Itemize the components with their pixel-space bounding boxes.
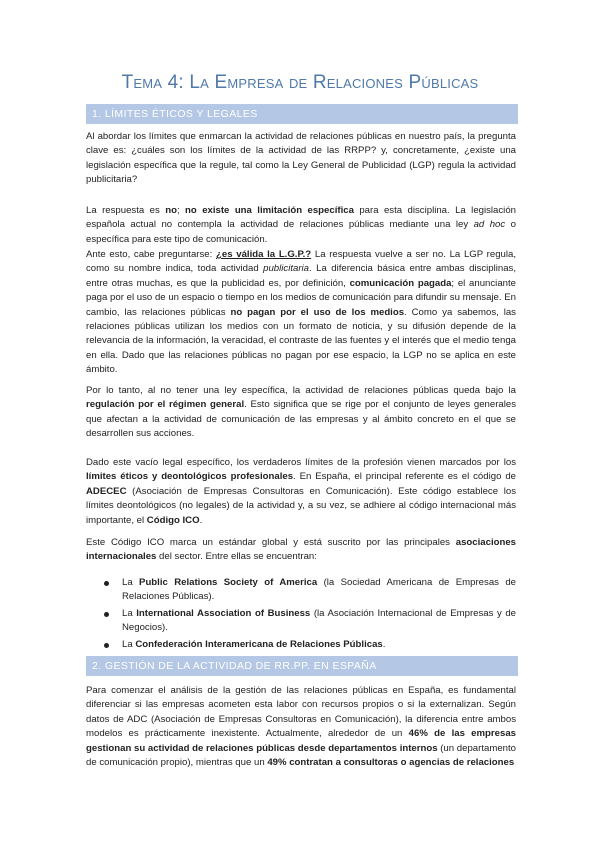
section-header-limites: 1. LÍMITES ÉTICOS Y LEGALES [86, 104, 518, 124]
section-header-gestion: 2. GESTIÓN DE LA ACTIVIDAD DE RR.PP. EN ESPAÑA [86, 656, 518, 676]
bullet-dot-icon [104, 581, 109, 586]
list-item: La Public Relations Society of America (la Sociedad Americana de Empresas de Relaciones Públicas). [86, 576, 516, 605]
associations-list [86, 576, 516, 654]
paragraph-lgp: Ante esto, cabe preguntarse: ¿es válida la L.G.P.? La respuesta vuelve a ser no. La LGP regula, como su nombre indica, toda actividad publicitaria. La diferencia básica entre ambas disciplinas, entre otras muchas, es que la publicidad es, por definición, comunicación pagada; el anunciante paga por el uso de un espacio o tiempo en los medios de comunicación para difundir su mensaje. En cambio, las relaciones públicas no pagan por el uso de los medios. Como ya sabemos, las relaciones públicas utilizan los medios con un formato de noticia, y su difusión depende de la relevancia de la información, la veracidad, el contraste de las fuentes y el interés que el medio tenga en ella. Dado que las relaciones públicas no pagan por ese espacio, la LGP no se aplica en este ámbito. [86, 249, 516, 376]
bullet-dot-icon [104, 643, 109, 648]
paragraph-limites-eticos: Dado este vacío legal específico, los verdaderos límites de la profesión vienen marcados por los límites éticos y deontológicos profesionales. En España, el principal referente es el código de ADECEC (Asociación de Empresas Consultoras en Comunicación). Este código establece los límites deontológicos (no legales) de la actividad y, a su vez, se adhiere al código internacional más importante, el Código ICO. [86, 457, 516, 526]
paragraph-regimen-general: Por lo tanto, al no tener una ley específica, la actividad de relaciones públicas queda bajo la regulación por el régimen general. Esto significa que se rige por el conjunto de leyes generales que afectan a la actividad de comunicación de las empresas y al ámbito concreto en el que se desarrollen sus acciones. [86, 385, 517, 440]
paragraph-codigo-ico: Este Código ICO marca un estándar global y está suscrito por las principales asociaciones internacionales del sector. Entre ellas se encuentran: [86, 537, 516, 563]
paragraph-gestion: Para comenzar el análisis de la gestión de las relaciones públicas en España, es fundamental diferenciar si las empresas acometen esta labor con recursos propios o si la externalizan. Según datos de ADC (Asociación de Empresas Consultoras en Comunicación), la diferencia entre ambos modelos es prácticamente inexistente. Actualmente, alrededor de un 46% de las empresas gestionan su actividad de relaciones públicas desde departamentos internos (un departamento de comunicación propio), mientras que un 49% contratan a consultoras o agencias de relaciones [86, 685, 516, 769]
list-item: La Confederación Interamericana de Relaciones Públicas. [86, 638, 516, 652]
paragraph-respuesta: La respuesta es no; no existe una limitación específica para esta disciplina. La legislación española actual no contempla la actividad de relaciones públicas mediante una ley ad hoc o específica para este tipo de comunicación. [86, 205, 516, 245]
bullet-dot-icon [104, 612, 109, 617]
list-item: La International Association of Business (la Asociación Internacional de Empresas y de Negocios). [86, 607, 516, 636]
page-title: Tema 4: La Empresa de Relaciones Públicas [121, 72, 479, 93]
paragraph-intro: Al abordar los límites que enmarcan la actividad de relaciones públicas en nuestro país, la pregunta clave es: ¿cuáles son los límites de la actividad de las RRPP? y, concretamente, ¿existe una legislación específica que la regule, tal como la Ley General de Publicidad (LGP) regula la actividad publicitaria? [86, 131, 516, 186]
